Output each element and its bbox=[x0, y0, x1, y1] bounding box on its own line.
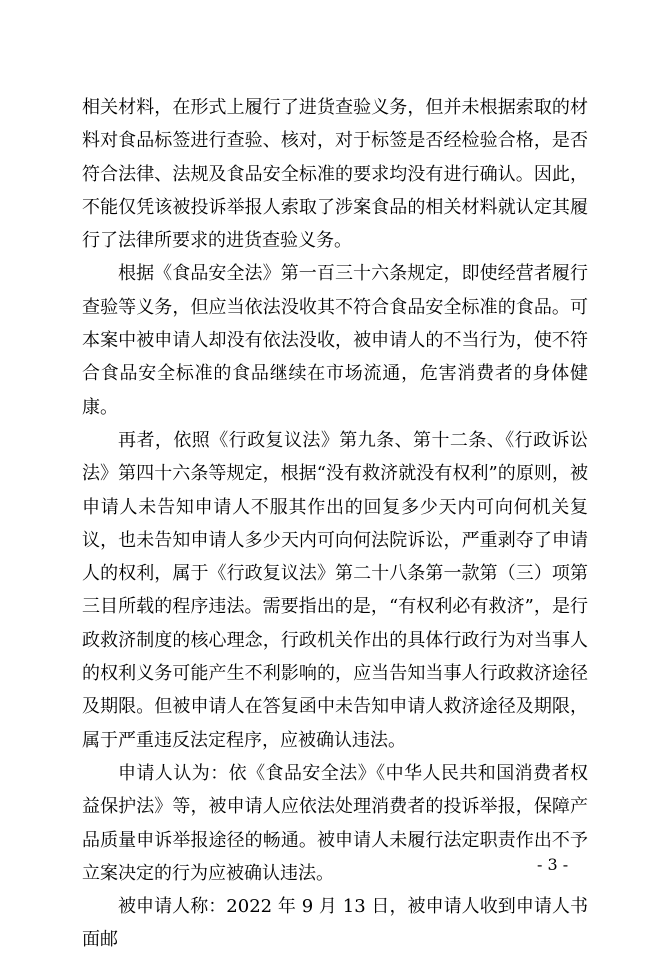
paragraph-procedural-violation: 再者，依照《行政复议法》第九条、第十二条、《行政诉讼法》第四十六条等规定，根据“没有救济就没有权利”的原则，被申请人未告知申请人不服其作出的回复多少天内可向何机关复议，也未告知申请人多少天内可向何法院诉讼，严重剥夺了申请人的权利，属于《行政复议法》第二十八条第一款第（三）项第三目所载的程序违法。需要指出的是，“有权利必有救济”，是行政救济制度的核心理念，行政机关作出的具体行政行为对当事人的权利义务可能产生不利影响的，应当告知当事人行政救济途径及期限。但被申请人在答复函中未告知申请人救济途径及期限，属于严重违反法定程序，应被确认违法。 bbox=[82, 429, 588, 751]
body-text bbox=[82, 91, 588, 957]
paragraph-continuation: 相关材料，在形式上履行了进货查验义务，但并未根据索取的材料对食品标签进行查验、核对，对于标签是否经检验合格，是否符合法律、法规及食品安全标准的要求均没有进行确认。因此，不能仅凭该被投诉举报人索取了涉案食品的相关材料就认定其履行了法律所要求的进货查验义务。 bbox=[82, 97, 588, 252]
paragraph-food-safety-law: 根据《食品安全法》第一百三十六条规定，即使经营者履行查验等义务，但应当依法没收其不符合食品安全标准的食品。可本案中被申请人却没有依法没收，被申请人的不当行为，使不符合食品安全标准的食品继续在市场流通，危害消费者的身体健康。 bbox=[82, 263, 588, 418]
page-number: - 3 - bbox=[537, 855, 569, 874]
paragraph-respondent-statement: 被申请人称：2022 年 9 月 13 日，被申请人收到申请人书面邮 bbox=[82, 896, 588, 951]
paragraph-applicant-opinion: 申请人认为：依《食品安全法》《中华人民共和国消费者权益保护法》等，被申请人应依法处理消费者的投诉举报，保障产品质量申诉举报途径的畅通。被申请人未履行法定职责作出不予立案决定的行为应被确认违法。 bbox=[82, 762, 588, 884]
